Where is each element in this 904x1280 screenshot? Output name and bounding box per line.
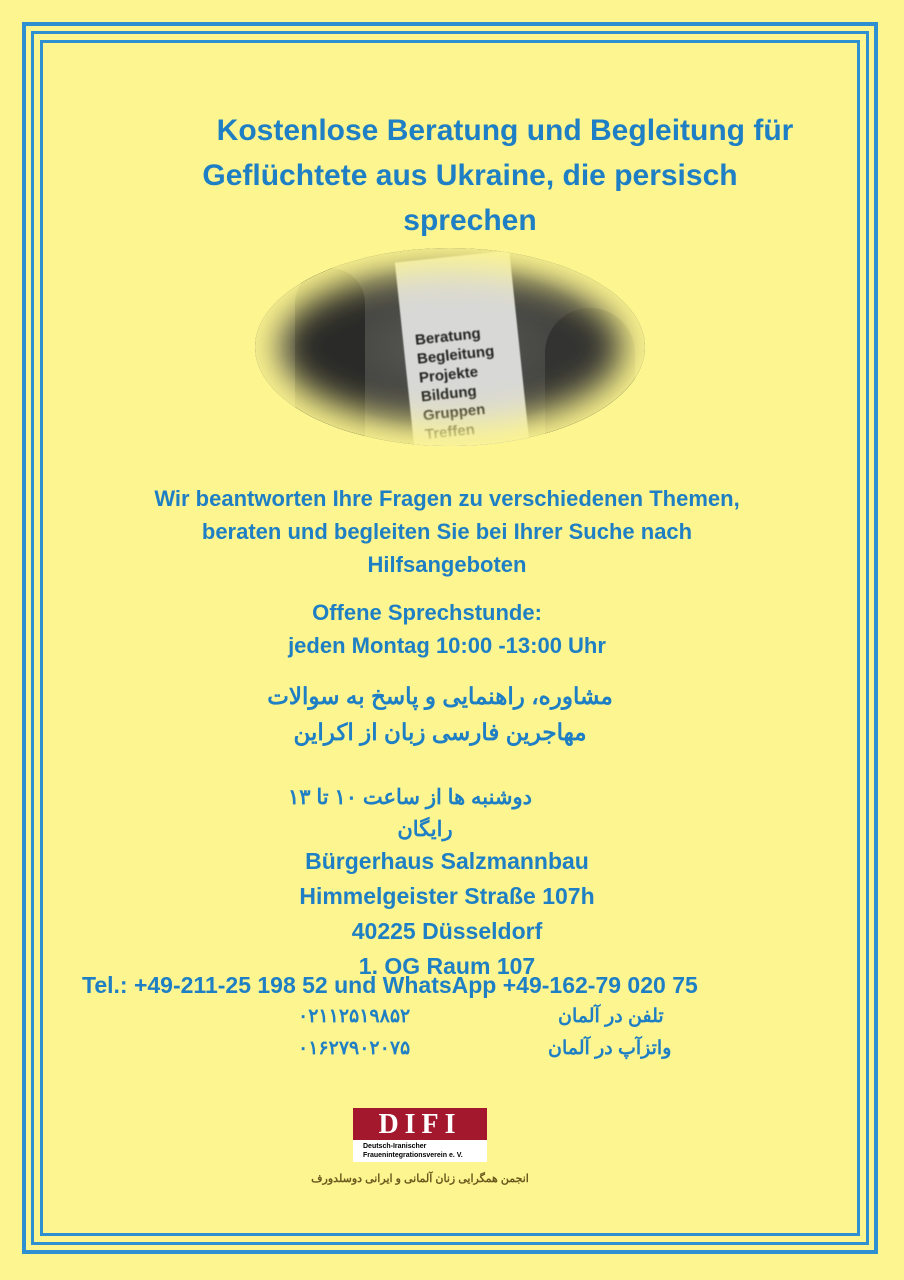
farsi-hours — [200, 782, 620, 846]
title-line-3: sprechen — [403, 204, 537, 237]
logo-subtitle — [353, 1140, 487, 1162]
sign-line: Begleitung — [416, 342, 496, 368]
office-hours — [60, 596, 834, 662]
logo-wordmark: DIFI — [353, 1108, 487, 1140]
sign-line: Projekte — [418, 363, 479, 387]
farsi-intro-line-1: مشاوره، راهنمایی و پاسخ به سوالات — [267, 683, 613, 709]
whatsapp-number-fa: ۰۱۶۲۷۹۰۲۰۷۵ — [298, 1038, 411, 1059]
page-title — [120, 108, 820, 243]
photo-vignette — [255, 248, 645, 446]
title-line-2: Geflüchtete aus Ukraine, die persisch — [202, 159, 738, 192]
address — [60, 844, 834, 984]
farsi-free-label: رایگان — [397, 818, 453, 841]
farsi-intro-line-2: مهاجرین فارسی زبان از اکراین — [293, 719, 587, 745]
difi-logo — [353, 1108, 487, 1164]
address-room: 1. OG Raum 107 — [358, 953, 536, 979]
whatsapp-label-fa: واتزآپ در آلمان — [548, 1038, 672, 1059]
sign-line: Gruppen — [422, 400, 487, 425]
logo-subtitle-line-1: Deutsch-Iranischer — [363, 1143, 427, 1150]
farsi-intro — [230, 678, 650, 750]
sign-line: Bildung — [420, 382, 478, 406]
phone-number-fa: ۰۲۱۱۲۵۱۹۸۵۲ — [298, 1006, 411, 1027]
services-line-2: beraten und begleiten Sie bei Ihrer Suche nach — [201, 519, 693, 544]
address-street: Himmelgeister Straße 107h — [299, 883, 595, 909]
sign-line: Treffen — [424, 421, 476, 444]
services-line-1: Wir beantworten Ihre Fragen zu verschiedenen Themen, — [154, 486, 740, 511]
office-hours-time: jeden Montag 10:00 -13:00 Uhr — [288, 633, 606, 658]
phone-label-fa: تلفن در آلمان — [558, 1006, 664, 1027]
consultation-photo — [255, 248, 645, 446]
address-city: 40225 Düsseldorf — [351, 918, 543, 944]
services-line-3: Hilfsangeboten — [367, 552, 527, 577]
office-hours-heading: Offene Sprechstunde: — [312, 600, 542, 625]
address-venue: Bürgerhaus Salzmannbau — [305, 848, 589, 874]
title-line-1: Kostenlose Beratung und Begleitung für — [216, 114, 794, 147]
logo-tagline-fa: انجمن همگرایی زنان آلمانی و ایرانی دوسلدورف — [311, 1173, 529, 1185]
logo-subtitle-line-2: Frauenintegrationsverein e. V. — [363, 1152, 463, 1159]
services-description — [60, 482, 834, 581]
sign-line: Beratung — [414, 325, 482, 349]
phone-line: Tel.: +49-211-25 198 52 und WhatsApp +49-162-79 020 75 — [82, 972, 698, 998]
farsi-hours-line-1: دوشنبه ها از ساعت ۱۰ تا ۱۳ — [288, 786, 532, 809]
